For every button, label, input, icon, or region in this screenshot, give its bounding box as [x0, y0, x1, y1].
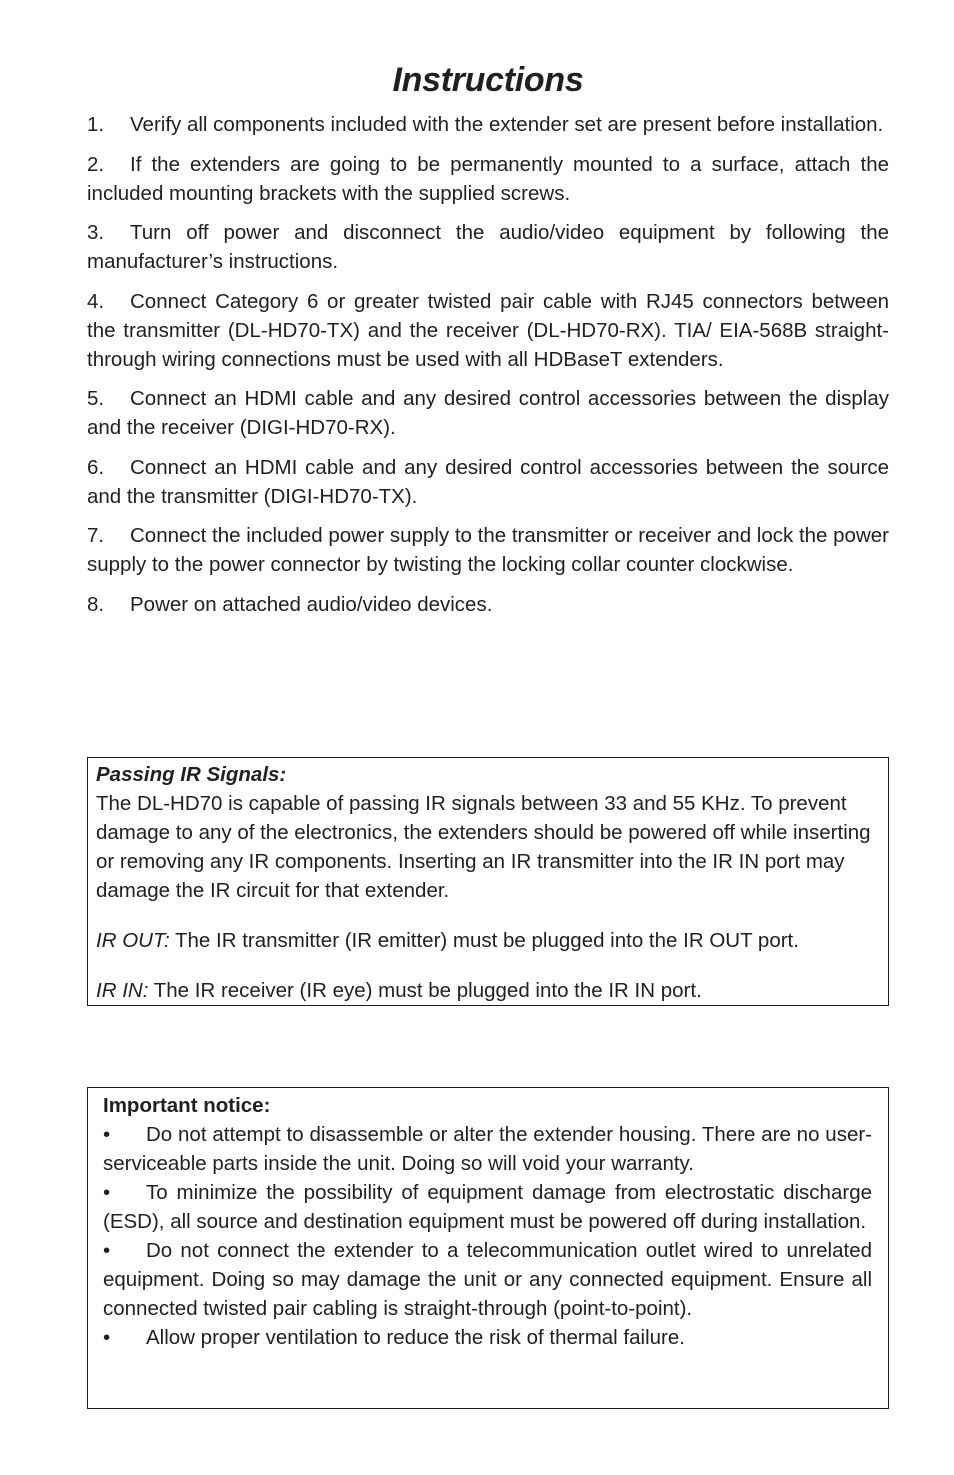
bullet-icon: •: [103, 1239, 111, 1262]
step-item: [87, 384, 889, 442]
ir-box-body: The DL-HD70 is capable of passing IR signals between 33 and 55 KHz. To prevent damage to any of the electronics, the extenders should be powered off while inserting or removing any IR components. Inserting an IR transmitter into the IR IN port may damage the IR circuit for that extender.: [96, 792, 871, 902]
instruction-steps: [87, 110, 889, 619]
step-number: 3.: [87, 221, 105, 244]
step-text: Turn off power and disconnect the audio/video equipment by following the manufacturer’s instructions.: [87, 221, 889, 273]
step-number: 8.: [87, 592, 105, 616]
step-item: [87, 521, 889, 579]
notice-bullet-text: Allow proper ventilation to reduce the risk of thermal failure.: [146, 1326, 685, 1349]
step-number: 2.: [87, 152, 105, 176]
important-notice-box: [87, 1087, 889, 1409]
step-item: [87, 150, 889, 208]
notice-bullet: [103, 1323, 872, 1352]
bullet-icon: •: [103, 1181, 111, 1204]
step-text: Power on attached audio/video devices.: [130, 592, 493, 616]
notice-heading: Important notice:: [103, 1094, 271, 1117]
ir-box-heading: Passing IR Signals:: [96, 763, 287, 786]
notice-bullet: [103, 1178, 872, 1236]
notice-bullet-text: To minimize the possibility of equipment damage from electrostatic discharge (ESD), all source and destination equipment must be powered off during installation.: [103, 1181, 872, 1233]
step-text: Verify all components included with the extender set are present before installation.: [130, 113, 884, 136]
step-item: [87, 453, 889, 511]
ir-out-line: [96, 926, 880, 955]
step-number: 6.: [87, 455, 105, 479]
step-text: Connect Category 6 or greater twisted pair cable with RJ45 connectors between the transmitter (DL-HD70-TX) and the receiver (DL-HD70-RX). TIA/ EIA-568B straight-through wiring connections must be used with all HDBaseT extenders.: [87, 289, 889, 371]
instructions-page: [87, 0, 889, 1349]
step-item: [87, 110, 889, 139]
step-item: [87, 287, 889, 374]
step-number: 5.: [87, 387, 105, 410]
page-title: Instructions: [392, 61, 584, 99]
notice-bullet: [103, 1236, 872, 1323]
step-text: Connect an HDMI cable and any desired control accessories between the source and the transmitter (DIGI-HD70-TX).: [87, 455, 889, 508]
step-item: [87, 590, 889, 619]
step-text: Connect an HDMI cable and any desired control accessories between the display and the receiver (DIGI-HD70-RX).: [87, 387, 889, 439]
ir-signals-box: [87, 757, 889, 1006]
step-text: If the extenders are going to be permanently mounted to a surface, attach the included mounting brackets with the supplied screws.: [87, 152, 889, 205]
notice-bullet: [103, 1120, 872, 1178]
ir-in-label: IR IN:: [96, 979, 149, 1002]
step-number: 1.: [87, 113, 105, 136]
ir-out-text: The IR transmitter (IR emitter) must be plugged into the IR OUT port.: [169, 929, 799, 952]
step-number: 7.: [87, 524, 105, 547]
notice-bullet-text: Do not attempt to disassemble or alter the extender housing. There are no user-serviceable parts inside the unit. Doing so will void your warranty.: [103, 1123, 872, 1175]
notice-bullet-text: Do not connect the extender to a telecommunication outlet wired to unrelated equipment. Doing so may damage the unit or any connected equipment. Ensure all connected twisted pair cabling is straight-through (point-to-point).: [103, 1239, 872, 1320]
step-number: 4.: [87, 289, 105, 313]
step-item: [87, 218, 889, 276]
bullet-icon: •: [103, 1123, 111, 1146]
ir-in-text: The IR receiver (IR eye) must be plugged into the IR IN port.: [148, 979, 702, 1002]
ir-in-line: [96, 976, 880, 1005]
ir-out-label: IR OUT:: [96, 929, 170, 952]
bullet-icon: •: [103, 1326, 111, 1349]
step-text: Connect the included power supply to the transmitter or receiver and lock the power supply to the power connector by twisting the locking collar counter clockwise.: [87, 524, 889, 576]
